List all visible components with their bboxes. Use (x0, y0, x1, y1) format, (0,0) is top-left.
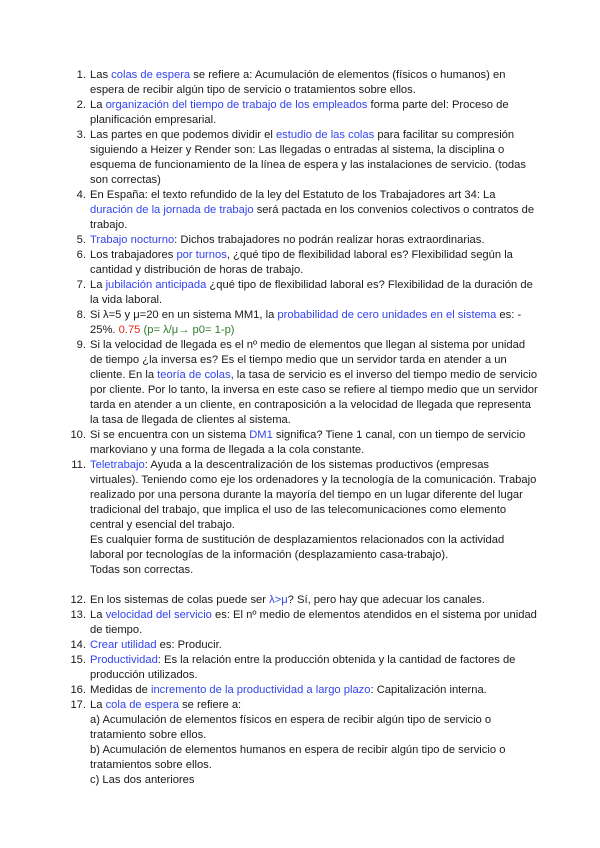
highlighted-term: colas de espera (111, 69, 191, 81)
list-item-number: 9. (76, 339, 86, 351)
highlighted-term: Crear utilidad (90, 639, 157, 651)
list-item (70, 593, 540, 608)
list-item (76, 188, 540, 233)
list-item-number: 14. (70, 639, 86, 651)
list-item (70, 683, 540, 698)
item-text: Medidas de (90, 684, 151, 696)
list-item (76, 128, 540, 188)
list-item (76, 248, 540, 278)
numbered-list (70, 68, 540, 788)
item-text: b) Acumulación de elementos humanos en espera de recibir algún tipo de servicio o tratamientos sobre ellos. (90, 744, 506, 771)
list-item-number: 4. (76, 189, 86, 201)
list-item (71, 458, 540, 578)
list-item-number: 15. (70, 654, 86, 666)
item-text: Si la velocidad de llegada es el nº medio de elementos que llegan al sistema por unidad de tiempo ¿la inversa es? Es el tiempo medio que un servidor tarda en atender a un cliente. En la (90, 339, 526, 381)
list-item-number: 12. (70, 594, 86, 606)
list-item-number: 17. (70, 699, 86, 711)
item-text: La (90, 609, 106, 621)
item-text: a) Acumulación de elementos físicos en espera de recibir algún tipo de servicio o tratamiento sobre ellos. (90, 714, 492, 741)
colored-text: (p= λ/μ→ p0= 1-p) (140, 324, 235, 336)
item-text: se refiere a: (178, 699, 242, 711)
list-item-number: 11. (71, 459, 86, 471)
list-item (76, 338, 540, 428)
list-item (76, 308, 540, 338)
highlighted-term: organización del tiempo de trabajo de los empleados (105, 99, 368, 111)
list-item-number: 13. (70, 609, 86, 621)
item-text: es: - 25%. (90, 309, 522, 336)
highlighted-term: estudio de las colas (275, 129, 375, 141)
list-item (76, 278, 540, 308)
list-item-number: 8. (76, 309, 86, 321)
item-text: Si λ=5 y μ=20 en un sistema MM1, la (90, 309, 278, 321)
item-text: : Es la relación entre la producción obtenida y la cantidad de factores de producción utilizados. (90, 654, 516, 681)
list-item-number: 1. (76, 69, 86, 81)
item-text: , ¿qué tipo de flexibilidad laboral es? Flexibilidad según la cantidad y distribución de horas de trabajo. (90, 249, 513, 276)
list-item-number: 10. (70, 429, 86, 441)
spacer (90, 578, 540, 593)
item-text: : Ayuda a la descentralización de los sistemas productivos (empresas virtuales). Teniendo como eje los ordenadores y la tecnología de la comunicación. Trabajo realizado por una persona durante la mayoría del tiempo en un lugar diferente del lugar tradicional del trabajo, que implica el uso de las telecomunicaciones como elemento central y esencial del trabajo. (90, 459, 537, 531)
highlighted-term: duración de la jornada de trabajo (90, 204, 254, 216)
list-item (70, 428, 540, 458)
highlighted-term: Teletrabajo (90, 459, 145, 471)
item-text: ? Sí, pero hay que adecuar los canales. (287, 594, 485, 606)
item-text: En España: el texto refundido de la ley del Estatuto de los Trabajadores art 34: La (90, 189, 496, 201)
item-text: para facilitar su compresión siguiendo a Heizer y Render son: Las llegadas o entradas al sistema, la disciplina o esquema de funcionamiento de la línea de espera y las instalaciones de servicio. (todas son correctas) (90, 129, 526, 186)
item-text: Todas son correctas. (90, 564, 194, 576)
item-text: En los sistemas de colas puede ser (90, 594, 270, 606)
item-text: La (90, 279, 106, 291)
highlighted-term: λ>μ (269, 594, 288, 606)
list-item-number: 3. (76, 129, 86, 141)
list-item (76, 68, 540, 98)
item-text: La (90, 99, 106, 111)
item-text: significa? Tiene 1 canal, con un tiempo de servicio markoviano y una forma de llegada a la cola constante. (90, 429, 526, 456)
list-item-number: 6. (76, 249, 86, 261)
highlighted-term: teoría de colas (157, 369, 231, 381)
item-text: c) Las dos anteriores (90, 774, 195, 786)
item-text: La (90, 699, 106, 711)
highlighted-term: Productividad (90, 654, 158, 666)
item-text: será pactada en los convenios colectivos o contratos de trabajo. (90, 204, 535, 231)
highlighted-term: cola de espera (105, 699, 179, 711)
item-text: : Capitalización interna. (370, 684, 487, 696)
list-item (70, 698, 540, 788)
list-item (76, 98, 540, 128)
highlighted-term: DM1 (249, 429, 273, 441)
list-item-number: 7. (76, 279, 86, 291)
list-item-number: 16. (70, 684, 86, 696)
list-item-number: 5. (76, 234, 86, 246)
list-item-number: 2. (76, 99, 86, 111)
item-text: Es cualquier forma de sustitución de desplazamientos relacionados con la actividad laboral por tecnologías de la información (desplazamiento casa-trabajo). (90, 534, 505, 561)
item-text: forma parte del: Proceso de planificación empresarial. (90, 99, 509, 126)
item-text: Las partes en que podemos dividir el (90, 129, 276, 141)
item-text: ¿qué tipo de flexibilidad laboral es? Flexibilidad de la duración de la vida laboral. (90, 279, 533, 306)
item-text: Las (90, 69, 112, 81)
item-text: Los trabajadores (90, 249, 177, 261)
highlighted-term: jubilación anticipada (105, 279, 207, 291)
highlighted-term: por turnos (176, 249, 227, 261)
list-item (70, 608, 540, 638)
highlighted-term: Trabajo nocturno (90, 234, 175, 246)
item-text: es: El nº medio de elementos atendidos en el sistema por unidad de tiempo. (90, 609, 537, 636)
item-text: es: Producir. (156, 639, 222, 651)
highlighted-term: incremento de la productividad a largo plazo (150, 684, 371, 696)
highlighted-term: probabilidad de cero unidades en el sistema (277, 309, 497, 321)
list-item (70, 638, 540, 653)
item-text: se refiere a: Acumulación de elementos (físicos o humanos) en espera de recibir algún tipo de servicio o tratamientos sobre ellos. (90, 69, 506, 96)
item-text: : Dichos trabajadores no podrán realizar horas extraordinarias. (174, 234, 485, 246)
colored-text: 0.75 (118, 324, 141, 336)
item-text: , la tasa de servicio es el inverso del tiempo medio de servicio por cliente. Por lo tanto, la inversa en este caso se refiere al tiempo medio que un servidor tarda en atender a un cliente, en contraposición a la velocidad de llegada que representa la tasa de llegada de clientes al sistema. (90, 369, 538, 426)
highlighted-term: velocidad del servicio (105, 609, 212, 621)
list-item (76, 233, 540, 248)
list-item (70, 653, 540, 683)
item-text: Si se encuentra con un sistema (90, 429, 250, 441)
